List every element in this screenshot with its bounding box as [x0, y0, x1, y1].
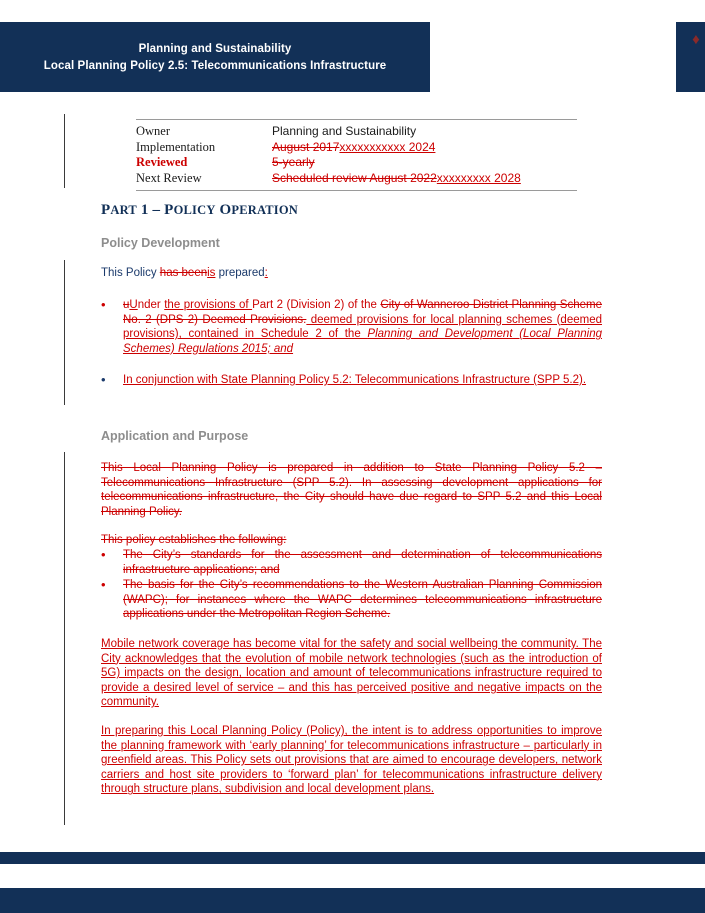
meta-value-reviewed-deleted: 5-yearly: [272, 155, 315, 169]
list-item-text: The City’s standards for the assessment and determination of telecommunications infrastructure applications; and: [123, 549, 602, 576]
part-heading-mid: 1 – P: [136, 202, 174, 218]
bullet-marker-icon: •: [101, 297, 106, 312]
meta-label-next-review: Next Review: [136, 170, 202, 185]
list-item: [101, 298, 602, 356]
part-heading-mid2: O: [215, 202, 232, 218]
meta-value-next-review-inserted: xxxxxxxxx 2028: [436, 170, 521, 185]
list-item-text: [123, 373, 602, 388]
list-item-text: The basis for the City’s recommendations to the Western Australian Planning Commission (WAPC); for instances where the WAPC determines telecommunications infrastructure applications under the Metropolitan Region Scheme.: [123, 579, 602, 621]
list-item: [101, 578, 602, 622]
subheading-policy-development: Policy Development: [101, 236, 220, 250]
meta-label-owner: Owner: [136, 124, 171, 138]
footer-band-top: [0, 852, 705, 864]
meta-label-reviewed: Reviewed: [136, 155, 188, 169]
table-row: [136, 155, 577, 171]
part-heading-art: ART: [110, 203, 137, 217]
bullet1-ins-provisions: the provisions of: [164, 299, 253, 311]
intro-inserted-colon: :: [264, 267, 268, 279]
paragraph-deleted-policy-establishes: This policy establishes the following:: [101, 534, 287, 546]
bullet2-ins-text: In conjunction with State Planning Policy 5.2: Telecommunications Infrastructure (SPP 5.2).: [123, 374, 587, 386]
change-bar-policy-development: [64, 260, 65, 405]
header-title-block: [0, 22, 430, 92]
header-department-title: Planning and Sustainability: [138, 42, 292, 55]
subheading-application-and-purpose: Application and Purpose: [101, 429, 249, 443]
meta-value-reviewed: [272, 155, 315, 171]
meta-label-implementation: Implementation: [136, 139, 216, 154]
table-row: [136, 124, 577, 140]
part-heading-p: P: [101, 202, 111, 218]
page-section-heading-part1: [101, 202, 298, 219]
header-white-panel: [430, 22, 676, 92]
bullet1-plain-nder: nder: [137, 299, 165, 311]
list-item: [101, 548, 602, 577]
bullet-marker-icon: •: [101, 577, 106, 592]
paragraph-deleted-spp-intro: This Local Planning Policy is prepared in addition to State Planning Policy 5.2 – Telecommunications Infrastructure (SPP 5.2). In assessing development applications for telecommunications infrastructure, the City should have due regard to SPP 5.2 and this Local Planning Policy.: [101, 462, 602, 518]
meta-value-implementation: [272, 140, 435, 156]
page-title: Local Planning Policy 2.5: Telecommunications Infrastructure: [43, 59, 387, 72]
paragraph-inserted-policy-intent: In preparing this Local Planning Policy (Policy), the intent is to address opportunities to improve the planning framework with ‘early planning’ for telecommunications infrastructure – particularly in greenfield areas. This Policy sets out provisions that are aimed to encourage developers, network carriers and host site providers to ‘forward plan’ for telecommunications infrastructure delivery through structure plans, subdivision and local development plans.: [101, 725, 602, 796]
list-item-text: [123, 298, 602, 356]
intro-inserted: is: [207, 267, 216, 279]
bullet1-del-dps2: City of Wanneroo District Planning Scheme No. 2 (DPS 2) Deemed Provisions.: [123, 299, 602, 326]
crest-logo-icon: ♦: [692, 31, 700, 48]
table-row: [136, 140, 577, 156]
footer-white-gap: [430, 864, 705, 888]
intro-deleted: has been: [159, 267, 208, 279]
change-bar-application-purpose: [64, 452, 65, 825]
meta-value-next-review-deleted: Scheduled review August 2022: [272, 170, 437, 185]
list-item: [101, 373, 602, 388]
bullet1-ins-regulations: Planning and Development (Local Planning Schemes) Regulations 2015; and: [123, 328, 602, 355]
metadata-table: [136, 119, 577, 191]
bullet-marker-icon: •: [101, 547, 106, 562]
part-heading-olicy: OLICY: [173, 203, 216, 217]
paragraph-policy-intro: [101, 266, 602, 281]
meta-value-implementation-deleted: August 2017: [272, 139, 340, 154]
paragraph-inserted-mobile-coverage: Mobile network coverage has become vital for the safety and social wellbeing the community. The City acknowledges that the evolution of mobile network technologies (such as the introduction of 5G) impacts on the design, location and amount of telecommunications infrastructure required to provide a desired level of service – and this has perceived positive and negative impacts on the community.: [101, 638, 602, 709]
bullet1-plain-part2: Part 2 (Division 2) of the: [252, 299, 381, 311]
part-heading-peration: PERATION: [231, 203, 299, 217]
meta-value-owner: Planning and Sustainability: [272, 124, 417, 138]
bullet-marker-icon: •: [101, 372, 106, 387]
meta-value-next-review: [272, 171, 521, 187]
intro-mid: prepared: [215, 267, 265, 279]
intro-lead: This Policy: [101, 267, 160, 279]
bullet1-ins-deemed: deemed provisions for local planning schemes (deemed provisions), contained in Schedule 2 of the: [123, 313, 602, 341]
meta-value-implementation-inserted: xxxxxxxxxxx 2024: [339, 139, 436, 154]
bullet1-del-u: u: [123, 299, 130, 311]
table-row: [136, 171, 577, 187]
bullet1-ins-U: U: [129, 299, 138, 311]
footer-band-bottom: [0, 888, 705, 913]
change-bar-metadata: [64, 114, 65, 188]
